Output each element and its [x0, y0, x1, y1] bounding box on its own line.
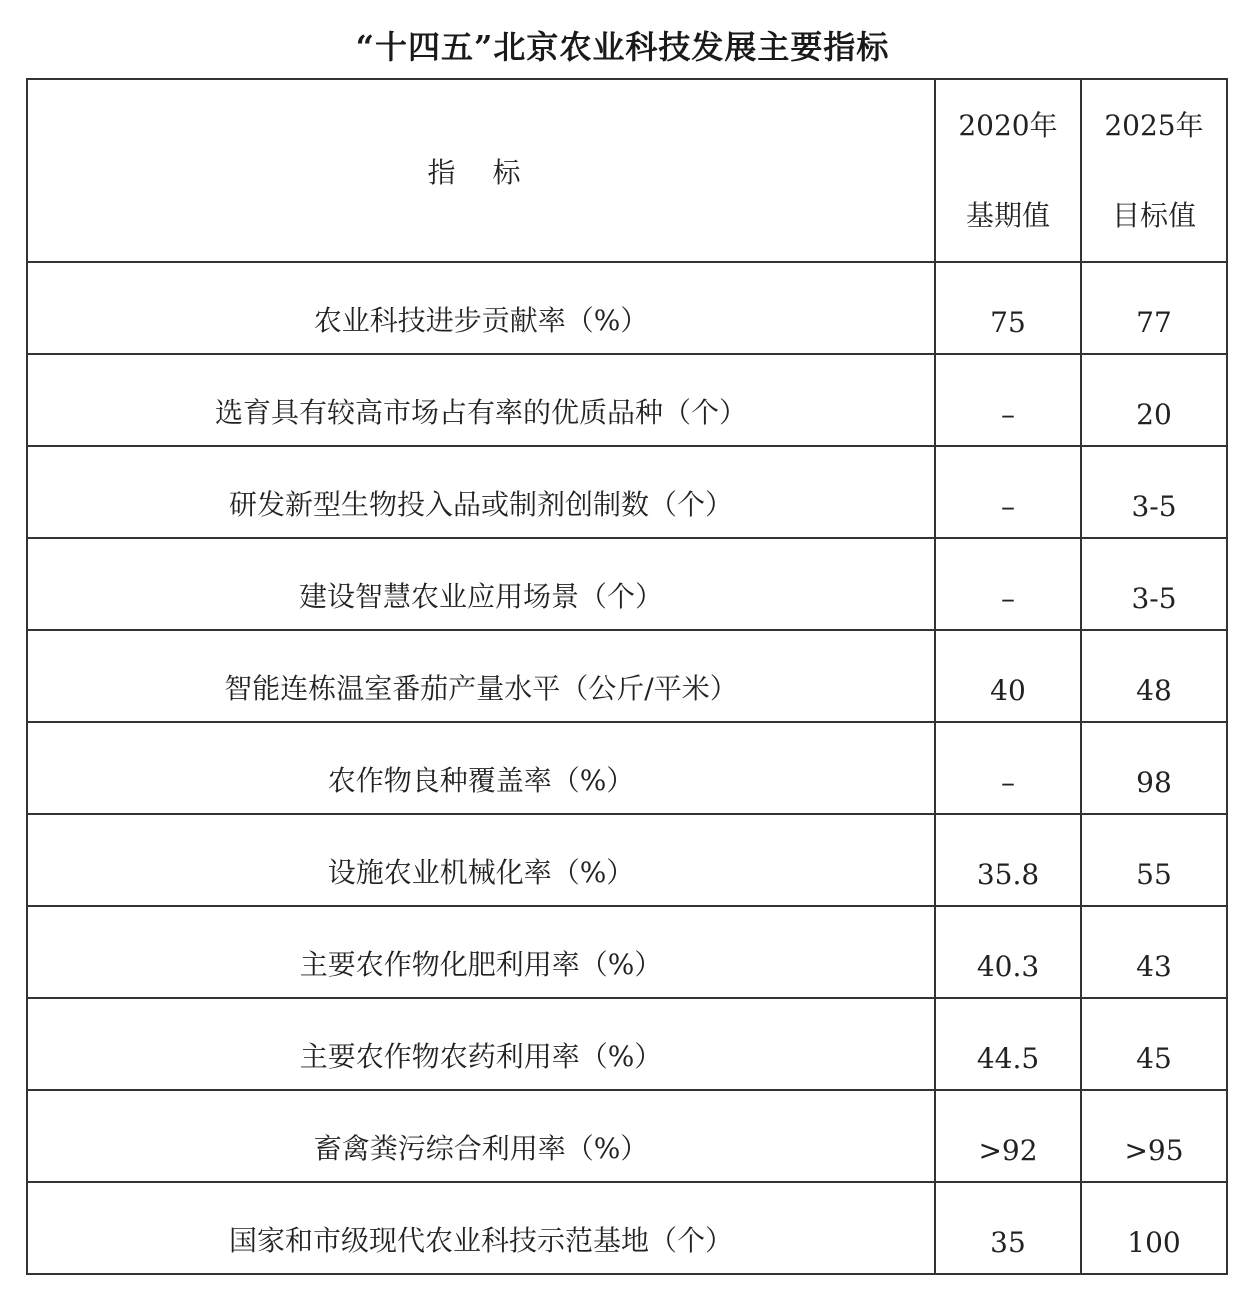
target-value: >95 [1081, 1090, 1227, 1182]
header-target-year: 2025年 [1104, 108, 1204, 142]
page-title: “十四五”北京农业科技发展主要指标 [355, 28, 890, 66]
table-row [27, 262, 1227, 354]
header-base-year: 2020年 [958, 108, 1058, 142]
table-header-row [27, 79, 1227, 262]
target-value: 43 [1081, 906, 1227, 998]
base-value: – [935, 354, 1081, 446]
base-value: 35 [935, 1182, 1081, 1274]
table-row [27, 722, 1227, 814]
table-row [27, 630, 1227, 722]
target-value: 45 [1081, 998, 1227, 1090]
base-value: 35.8 [935, 814, 1081, 906]
indicator-name: 主要农作物农药利用率（%） [27, 998, 935, 1090]
header-base-label: 基期值 [965, 198, 1050, 232]
table-row [27, 906, 1227, 998]
base-value: – [935, 538, 1081, 630]
base-value: – [935, 722, 1081, 814]
indicator-name: 智能连栋温室番茄产量水平（公斤/平米） [27, 630, 935, 722]
table-row [27, 354, 1227, 446]
indicator-name: 建设智慧农业应用场景（个） [27, 538, 935, 630]
table-row [27, 1090, 1227, 1182]
table-row [27, 1182, 1227, 1274]
base-value: 44.5 [935, 998, 1081, 1090]
target-value: 100 [1081, 1182, 1227, 1274]
base-value: >92 [935, 1090, 1081, 1182]
base-value: – [935, 446, 1081, 538]
header-base [935, 79, 1081, 262]
table-row [27, 538, 1227, 630]
target-value: 3-5 [1081, 446, 1227, 538]
indicator-name: 国家和市级现代农业科技示范基地（个） [27, 1182, 935, 1274]
indicator-name: 选育具有较高市场占有率的优质品种（个） [27, 354, 935, 446]
target-value: 77 [1081, 262, 1227, 354]
target-value: 20 [1081, 354, 1227, 446]
header-target-label: 目标值 [1111, 198, 1196, 232]
base-value: 40 [935, 630, 1081, 722]
indicator-name: 农作物良种覆盖率（%） [27, 722, 935, 814]
target-value: 48 [1081, 630, 1227, 722]
indicator-name: 农业科技进步贡献率（%） [27, 262, 935, 354]
target-value: 98 [1081, 722, 1227, 814]
indicators-table [26, 78, 1228, 1275]
indicator-name: 研发新型生物投入品或制剂创制数（个） [27, 446, 935, 538]
indicator-name: 主要农作物化肥利用率（%） [27, 906, 935, 998]
table-row [27, 814, 1227, 906]
target-value: 3-5 [1081, 538, 1227, 630]
target-value: 55 [1081, 814, 1227, 906]
header-indicator: 指 标 [27, 79, 935, 262]
header-target [1081, 79, 1227, 262]
indicator-name: 设施农业机械化率（%） [27, 814, 935, 906]
indicator-name: 畜禽粪污综合利用率（%） [27, 1090, 935, 1182]
table-row [27, 998, 1227, 1090]
base-value: 40.3 [935, 906, 1081, 998]
base-value: 75 [935, 262, 1081, 354]
table-row [27, 446, 1227, 538]
